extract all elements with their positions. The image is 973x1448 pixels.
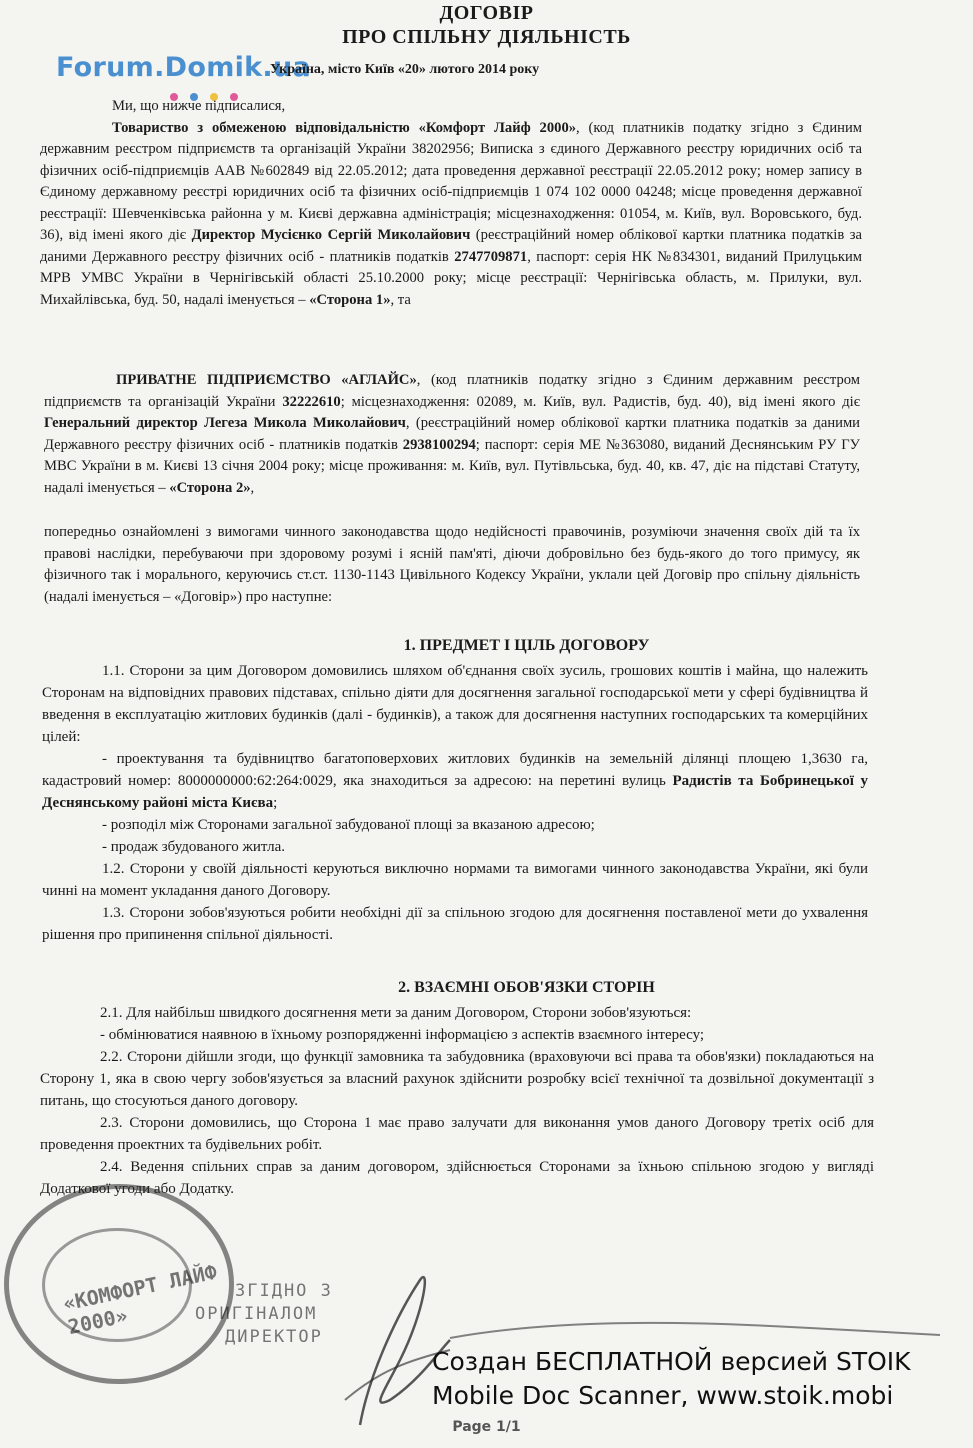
party-2-end: , (250, 479, 255, 496)
clause-1-1-bullet-2: - розподіл між Сторонами загальної забудованої площі за вказаною адресою; (102, 817, 595, 833)
clause-2-1-bullet-1: - обмінюватися наявною в їхньому розпорядженні інформацією з аспектів взаємного інтересу; (100, 1027, 705, 1043)
party-2-text4: ; паспорт: серія МЕ №363080, виданий Деснянським РУ ГУ МВС України в м. Києві 13 січня 2004 року; місце проживання: м. Київ, вул. Путівльська, буд. 40, кв. 47, діє на підставі Статуту, надалі іменується – (44, 436, 860, 496)
party-2-paragraph (44, 370, 860, 499)
party-1-director: Директор Мусієнко Сергій Миколайович (191, 227, 471, 243)
copy-stamp-line-1: ЗГІДНО З (235, 1281, 333, 1301)
clause-2-4: 2.4. Ведення спільних справ за даним договором, здійснюється Сторонами за їхньою спільною згодою у вигляді Додаткової угоди або Додатку. (40, 1159, 874, 1197)
copy-stamp-line-2: ОРИГІНАЛОМ (195, 1304, 318, 1324)
clause-1-1-bullet-1 (42, 748, 868, 814)
scanner-notice-line-2: Mobile Doc Scanner, www.stoik.mobi (432, 1381, 894, 1410)
clause-2-1: 2.1. Для найбільш швидкого досягнення мети за даним Договором, Сторони зобов'язуються: (100, 1005, 692, 1021)
party-2-tax: 2938100294 (402, 436, 476, 453)
section-2-body (40, 1002, 874, 1200)
scanner-notice-line-1: Создан БЕСПЛАТНОЙ версией STOIK (432, 1347, 911, 1376)
place-date-line: Україна, місто Київ «20» лютого 2014 року (270, 62, 540, 77)
party-1-paragraph (40, 96, 862, 311)
party-2-text: , (код платників податку згідно з Єдиним державним реєстром підприємств та організацій України (44, 372, 861, 410)
party-1-text: , (код платників податку згідно з Єдиним державним реєстром підприємств та організацій України 38202956; Виписка з єдиного Державного реєстру юридичних осіб та фізичних осіб-підприємців ААВ №602849 від 22.05.2012; дата проведення державної реєстрації 22.05.2012 року; номер запису в Єдиному державному реєстрі юридичних осіб та фізичних осіб-підприємців 1 074 102 0000 04248; місце проведення державної реєстрації: Шевченківська районна у м. Києві державна адміністрація; місцезнаходження: 01054, м. Київ, вул. Воровського, буд. 36), від імені якого діє (40, 119, 862, 243)
clause-2-2: 2.2. Сторони дійшли згоди, що функції замовника та забудовника (враховуючи всі права та обов'язки) покладаються на Сторону 1, яка в свою чергу зобов'язується за власний рахунок здійснити розробку всієї технічної та дозвільної документації з питань, що стосуються даного договору. (40, 1049, 874, 1109)
forum-watermark: Forum.Domik.ua (56, 52, 312, 83)
party-2-code: 32222610 (282, 393, 341, 410)
party-1-details (40, 118, 862, 312)
section-1-body (42, 660, 868, 946)
section-2-heading: 2. ВЗАЄМНІ ОБОВ'ЯЗКИ СТОРІН (398, 979, 655, 996)
section-1-heading: 1. ПРЕДМЕТ І ЦІЛЬ ДОГОВОРУ (403, 637, 650, 654)
clause-1-1: 1.1. Сторони за цим Договором домовились шляхом об'єднання своїх зусиль, грошових коштів і майна, що належить Сторонам на відповідних правових підставах, спільно діяти для досягнення загальної господарської мети у сфері будівництва й введення в експлуатацію житлових будинків (далі - будинків), а також для досягнення наступних господарських та комерційних цілей: (42, 663, 868, 745)
document-title: ДОГОВІР (439, 2, 534, 24)
document-subtitle: ПРО СПІЛЬНУ ДІЯЛЬНІСТЬ (342, 26, 631, 48)
party-2-alias: «Сторона 2» (169, 479, 251, 496)
party-1-name: Товариство з обмеженою відповідальністю «Комфорт Лайф 2000» (112, 119, 577, 136)
party-2-text2: ; місцезнаходження: 02089, м. Київ, вул. Радистів, буд. 40), від імені якого діє (340, 393, 860, 410)
common-clause-paragraph: попередньо ознайомлені з вимогами чинного законодавства щодо недійсності правочинів, розуміючи значення своїх дій та їх правові наслідки, перебуваючи при здоровому розумі і ясній пам'яті, діючи добровільно без будь-якого до того примусу, як фізичного так і морального, керуючись ст.ст. 1130-1143 Цивільного Кодексу України, уклали цей Договір про спільну діяльність (надалі іменується – «Договір») про наступне: (44, 524, 860, 605)
party-2-director: Генеральний директор Легеза Микола Миколайович (44, 415, 406, 431)
page-number: Page 1/1 (452, 1419, 521, 1435)
party-1-end: , та (390, 291, 411, 308)
party-1-tax: 2747709871 (454, 248, 528, 265)
seal-text: «КОМФОРТ ЛАЙФ 2000» (60, 1259, 219, 1340)
party-1-text3: , паспорт: серія НК №834301, виданий Прилуцьким МРВ УМВС України в Чернігівській області 25.10.2000 року; місце реєстрації: Чернігівська область, м. Прилуки, вул. Михайлівська, буд. 50, надалі іменується – (40, 248, 863, 308)
preamble: Ми, що нижче підписалися, (112, 98, 286, 114)
clause-1-3: 1.3. Сторони зобов'язуються робити необхідні дії за спільною згодою для досягнення поставленої мети до ухвалення рішення про припинення спільної діяльності. (42, 905, 868, 943)
clause-1-1-bullet-3: - продаж збудованого житла. (102, 839, 285, 855)
party-1-text2: (реєстраційний номер облікової картки платника податків за даними Державного реєстру фізичних осіб - платників податків (40, 227, 862, 265)
bullet-1-text: - проектування та будівництво багатоповерхових житлових будинків на земельній ділянці площею 1,3630 га, кадастровий номер: 8000000000:62:264:0029, яка знаходиться за адресою: на перетині вулиць (42, 751, 868, 789)
party-1-alias: «Сторона 1» (309, 291, 391, 308)
copy-stamp-line-3: ДИРЕКТОР (225, 1327, 323, 1347)
scanner-app-notice (432, 1345, 911, 1413)
bullet-1-end: ; (273, 795, 278, 811)
clause-2-3: 2.3. Сторони домовились, що Сторона 1 має право залучати для виконання умов даного Договору третіх осіб для проведення проектних та будівельних робіт. (40, 1115, 874, 1153)
party-2-text3: , (реєстраційний номер облікової картки платника податків за даними Державного реєстру фізичних осіб - платників податків (44, 415, 860, 453)
party-2-name: ПРИВАТНЕ ПІДПРИЄМСТВО «АГЛАЙС» (116, 372, 417, 388)
bullet-1-address: Радистів та Бобринецької у Деснянському районі міста Києва (42, 773, 868, 811)
clause-1-2: 1.2. Сторони у своїй діяльності керуються виключно нормами та вимогами чинного законодавства України, які були чинні на момент укладання даного Договору. (42, 861, 868, 899)
